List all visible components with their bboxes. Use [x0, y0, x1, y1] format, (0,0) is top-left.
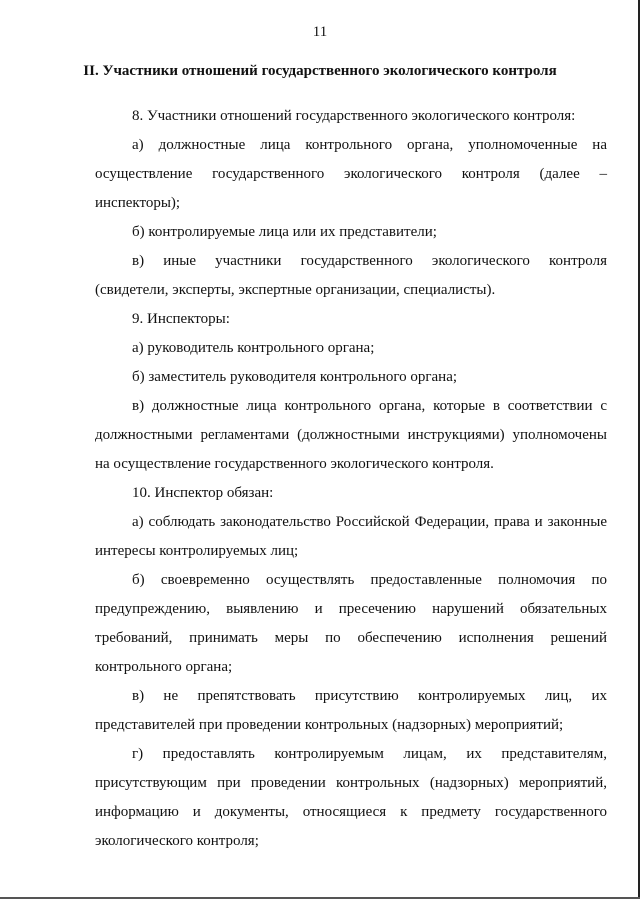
- paragraph-8a: а) должностные лица контрольного органа, уполномоченные на осуществление государственного экологического контроля (далее – инспекторы);: [95, 137, 607, 211]
- page-number: 11: [312, 24, 328, 40]
- paragraph-10b: б) своевременно осуществлять предоставленные полномочия по предупреждению, выявлению и пресечению нарушений обязательных требований, принимать меры по обеспечению исполнения решений контрольного органа;: [95, 572, 607, 675]
- paragraph-9b: б) заместитель руководителя контрольного органа;: [132, 369, 458, 385]
- paragraph-9a: а) руководитель контрольного органа;: [132, 340, 375, 356]
- paragraph-10: 10. Инспектор обязан:: [132, 485, 274, 501]
- paragraph-9v: в) должностные лица контрольного органа, которые в соответствии с должностными регламентами (должностными инструкциями) уполномочены на осуществление государственного экологического контроля.: [95, 398, 607, 472]
- document-body: [95, 102, 607, 856]
- paragraph-9: 9. Инспекторы:: [132, 311, 230, 327]
- paragraph-10v: в) не препятствовать присутствию контролируемых лиц, их представителей при проведении контрольных (надзорных) мероприятий;: [95, 688, 607, 733]
- paragraph-10g: г) предоставлять контролируемым лицам, их представителям, присутствующим при проведении контрольных (надзорных) мероприятий, информацию и документы, относящиеся к предмету государственного экологического контроля;: [95, 746, 607, 849]
- paragraph-10a: а) соблюдать законодательство Российской Федерации, права и законные интересы контролируемых лиц;: [95, 514, 607, 559]
- paragraph-8: 8. Участники отношений государственного экологического контроля:: [132, 108, 576, 124]
- section-heading: II. Участники отношений государственного экологического контроля: [83, 63, 557, 79]
- paragraph-8b: б) контролируемые лица или их представители;: [132, 224, 437, 240]
- paragraph-8v: в) иные участники государственного экологического контроля (свидетели, эксперты, экспертные организации, специалисты).: [95, 253, 607, 298]
